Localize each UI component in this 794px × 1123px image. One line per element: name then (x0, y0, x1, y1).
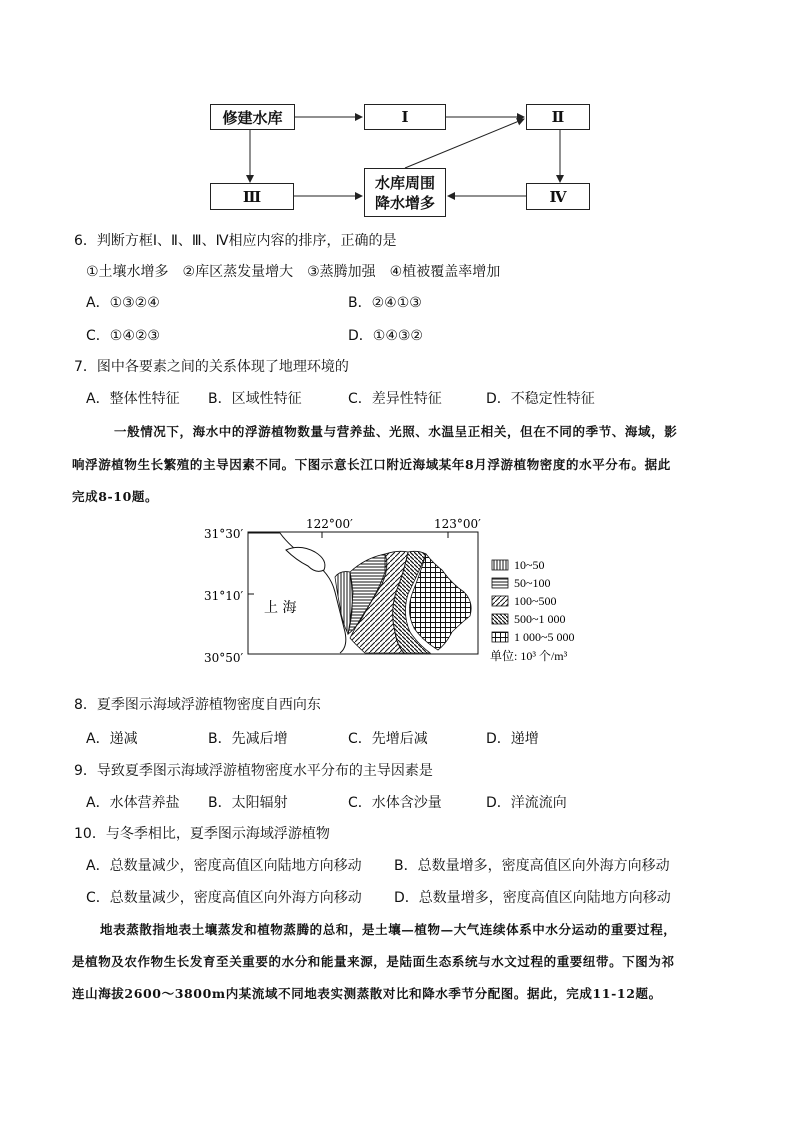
legend-label-1: 10~50 (514, 558, 545, 572)
q9-option-d: D．洋流流向 (486, 795, 567, 811)
q10-option-d: D．总数量增多，密度高值区向陆地方向移动 (394, 890, 671, 906)
box-3-label: Ⅲ (242, 187, 262, 206)
legend-swatch-4 (492, 614, 508, 624)
box-rain-line1: 水库周围 (374, 173, 435, 192)
box-4 (526, 183, 590, 210)
box-1-label: Ⅰ (401, 108, 409, 126)
legend-label-4: 500~1 000 (514, 612, 566, 626)
passage2-line2: 是植物及农作物生长发育至关重要的水分和能量来源，是陆面生态系统与水文过程的重要纽带。下图为祁 (72, 954, 675, 969)
q8-option-c: C．先增后减 (348, 731, 428, 747)
plankton-density-map (190, 512, 610, 672)
legend-swatch-1 (492, 560, 508, 570)
q10-stem: 10．与冬季相比，夏季图示海域浮游植物 (74, 826, 330, 842)
q8-option-d: D．递增 (486, 731, 539, 747)
q6-option-d: D．①④③② (348, 328, 423, 344)
passage1-line1: 一般情况下，海水中的浮游植物数量与营养盐、光照、水温呈正相关，但在不同的季节、海域，影 (114, 424, 678, 439)
q8-stem: 8．夏季图示海域浮游植物密度自西向东 (74, 697, 321, 713)
passage1-line2: 响浮游植物生长繁殖的主导因素不同。下图示意长江口附近海域某年8月浮游植物密度的水平分布。据此 (72, 457, 671, 472)
q9-option-a: A．水体营养盐 (86, 795, 180, 811)
city-label: 上 海 (264, 600, 297, 616)
q9-option-b: B．太阳辐射 (208, 795, 288, 811)
q7-option-d: D．不稳定性特征 (486, 391, 595, 407)
box-build-reservoir (210, 104, 295, 130)
box-rain-line2: 降水增多 (374, 193, 435, 212)
q7-option-b: B．区域性特征 (208, 391, 302, 407)
passage1-line3: 完成8-10题。 (72, 489, 159, 504)
q6-option-a: A．①③②④ (86, 295, 160, 311)
box-4-label: Ⅳ (549, 187, 567, 206)
box-3 (210, 183, 294, 210)
legend-swatch-3 (492, 596, 508, 606)
q7-stem: 7．图中各要素之间的关系体现了地理环境的 (74, 359, 349, 375)
passage2-line3: 连山海拔2600～3800m内某流域不同地表实测蒸散对比和降水季节分配图。据此，完成11-12题。 (72, 986, 662, 1001)
q10-option-c: C．总数量减少，密度高值区向外海方向移动 (86, 890, 362, 906)
q10-option-b: B．总数量增多，密度高值区向外海方向移动 (394, 858, 670, 874)
lon-left-label: 122°00′ (306, 517, 353, 531)
q8-option-b: B．先减后增 (208, 731, 288, 747)
q6-option-b: B．②④①③ (348, 295, 422, 311)
passage2-line1: 地表蒸散指地表土壤蒸发和植物蒸腾的总和，是土壤—植物—大气连续体系中水分运动的重要过程， (100, 922, 677, 937)
q10-option-a: A．总数量减少，密度高值区向陆地方向移动 (86, 858, 362, 874)
legend-unit: 单位: 10³ 个/m³ (490, 649, 568, 663)
legend-label-2: 50~100 (514, 576, 551, 590)
box-2 (526, 104, 590, 130)
q6-stem: 6．判断方框Ⅰ、Ⅱ、Ⅲ、Ⅳ相应内容的排序，正确的是 (74, 233, 397, 249)
box-2-label: Ⅱ (551, 108, 565, 126)
q6-option-c: C．①④②③ (86, 328, 160, 344)
legend-swatch-5 (492, 632, 508, 642)
legend-label-5: 1 000~5 000 (514, 630, 575, 644)
lat-mid-label: 31°10′ (204, 589, 244, 603)
q7-option-a: A．整体性特征 (86, 391, 180, 407)
lon-right-label: 123°00′ (434, 517, 481, 531)
map-legend (490, 558, 575, 663)
box-rain-increase (364, 168, 446, 217)
legend-swatch-2 (492, 578, 508, 588)
q9-stem: 9．导致夏季图示海域浮游植物密度水平分布的主导因素是 (74, 763, 433, 779)
q9-option-c: C．水体含沙量 (348, 795, 442, 811)
box-1 (364, 104, 446, 130)
legend-label-3: 100~500 (514, 594, 557, 608)
q7-option-c: C．差异性特征 (348, 391, 442, 407)
q6-items: ①土壤水增多 ②库区蒸发量增大 ③蒸腾加强 ④植被覆盖率增加 (86, 264, 501, 280)
box-build-label: 修建水库 (222, 108, 283, 127)
q8-option-a: A．递减 (86, 731, 138, 747)
lat-bot-label: 30°50′ (204, 651, 244, 665)
lat-top-label: 31°30′ (204, 527, 244, 541)
